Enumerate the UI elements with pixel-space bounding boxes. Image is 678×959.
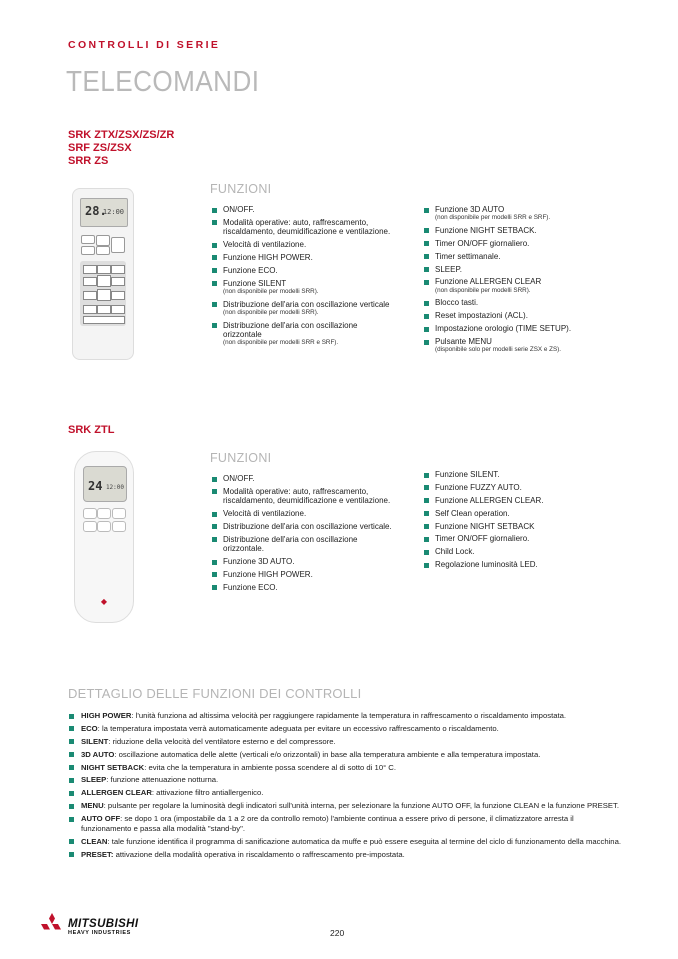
list-item: MENU: pulsante per regolare la luminosità degli indicatori sull'unità interna, per selezionare la funzione AUTO OFF, la funzione CLEAN e la funzione PRESET. (68, 801, 624, 811)
functions-list-1-col1 (211, 205, 396, 351)
list-item: 3D AUTO: oscillazione automatica delle alette (verticali e/o orizzontali) in base alla temperatura ambiente e alla temperatura impostata. (68, 750, 624, 760)
section-kicker: CONTROLLI DI SERIE (68, 39, 221, 51)
list-item: Funzione ECO. (211, 583, 396, 592)
list-item: Timer ON/OFF giornaliero. (423, 239, 623, 248)
list-item: Pulsante MENU (disponibile solo per modelli serie ZSX e ZS). (423, 337, 623, 354)
list-item: SILENT: riduzione della velocità del ventilatore esterno e del compressore. (68, 737, 624, 747)
list-item: Velocità di ventilazione. (211, 240, 396, 249)
functions-list-2-col1 (211, 474, 396, 596)
model-list-1 (68, 129, 174, 168)
list-item: AUTO OFF: se dopo 1 ora (impostabile da 1 a 2 ore da controllo remoto) l'ambiente continua a essere privo di persone, il climatizzatore arresta il funzionamento e passa alla modalità "stand-by". (68, 814, 624, 833)
functions-list-2-col2 (423, 470, 623, 573)
details-list (68, 711, 624, 862)
list-item: Impostazione orologio (TIME SETUP). (423, 324, 623, 333)
list-item: Distribuzione dell'aria con oscillazione verticale (non disponibile per modelli SRR). (211, 300, 396, 317)
list-item: Regolazione luminosità LED. (423, 560, 623, 569)
remote-display-time: 12:00 (105, 484, 124, 491)
list-item: Child Lock. (423, 547, 623, 556)
list-item: Funzione ALLERGEN CLEAR. (423, 496, 623, 505)
mitsubishi-logo-icon (40, 913, 64, 935)
list-item: Timer settimanale. (423, 252, 623, 261)
logo-icon: ◆ (100, 597, 108, 606)
list-item: Blocco tasti. (423, 298, 623, 307)
remote-display-temp: 28. (85, 204, 107, 218)
list-item: SLEEP. (423, 265, 623, 274)
list-item: SLEEP: funzione attenuazione notturna. (68, 775, 624, 785)
brand-name: MITSUBISHI (68, 918, 139, 930)
model-name: SRK ZTX/ZSX/ZS/ZR (68, 129, 175, 141)
model-name: SRK ZTL (68, 424, 115, 436)
list-item: Funzione NIGHT SETBACK (423, 522, 623, 531)
list-item: ALLERGEN CLEAR: attivazione filtro antiallergenico. (68, 788, 624, 798)
list-item: Funzione ALLERGEN CLEAR (non disponibile per modelli SRR). (423, 277, 623, 294)
model-name: SRR ZS (68, 155, 109, 167)
remote-control-image-2 (74, 451, 134, 623)
remote-control-image-1 (72, 188, 134, 360)
remote-display-temp: 24 (88, 479, 103, 493)
list-item: Funzione 3D AUTO (non disponibile per modelli SRR e SRF). (423, 205, 623, 222)
details-heading: DETTAGLIO DELLE FUNZIONI DEI CONTROLLI (68, 686, 362, 701)
list-item: Funzione NIGHT SETBACK. (423, 226, 623, 235)
list-item: HIGH POWER: l'unità funziona ad altissima velocità per raggiungere rapidamente la temperatura in raffrescamento o riscaldamento impostata. (68, 711, 624, 721)
list-item: Timer ON/OFF giornaliero. (423, 534, 623, 543)
list-item: Funzione FUZZY AUTO. (423, 483, 623, 492)
list-item: Funzione SILENT. (423, 470, 623, 479)
page-title: TELECOMANDI (66, 66, 260, 98)
list-item: ON/OFF. (211, 474, 396, 483)
list-item: Funzione HIGH POWER. (211, 570, 396, 579)
brand-logo (68, 918, 138, 936)
list-item: ECO: la temperatura impostata verrà automaticamente adeguata per evitare un eccessivo raffrescamento o riscaldamento. (68, 724, 624, 734)
list-item: Modalità operative: auto, raffrescamento, riscaldamento, deumidificazione e ventilazione. (211, 218, 396, 237)
list-item: Distribuzione dell'aria con oscillazione orizzontale (non disponibile per modelli SRR e SRF). (211, 321, 396, 348)
functions-heading-2: FUNZIONI (210, 451, 272, 465)
list-item: ON/OFF. (211, 205, 396, 214)
list-item: Distribuzione dell'aria con oscillazione orizzontale. (211, 535, 396, 554)
list-item: Distribuzione dell'aria con oscillazione verticale. (211, 522, 396, 531)
list-item: Modalità operative: auto, raffrescamento, riscaldamento, deumidificazione e ventilazione. (211, 487, 396, 506)
list-item: Self Clean operation. (423, 509, 623, 518)
list-item: Funzione HIGH POWER. (211, 253, 396, 262)
remote-display-time: 12:00 (102, 208, 124, 216)
list-item: Funzione SILENT (non disponibile per modelli SRR). (211, 279, 396, 296)
page-number: 220 (330, 928, 345, 938)
list-item: NIGHT SETBACK: evita che la temperatura in ambiente possa scendere al di sotto di 10° C. (68, 763, 624, 773)
list-item: Funzione ECO. (211, 266, 396, 275)
brand-subtitle: HEAVY INDUSTRIES (68, 930, 131, 936)
list-item: CLEAN: tale funzione identifica il programma di sanificazione automatica da muffe e può essere eseguita al termine del ciclo di funzionamento della macchina. (68, 837, 624, 847)
list-item: Reset impostazioni (ACL). (423, 311, 623, 320)
functions-list-1-col2 (423, 205, 623, 358)
functions-heading-1: FUNZIONI (210, 182, 272, 196)
list-item: Velocità di ventilazione. (211, 509, 396, 518)
list-item: Funzione 3D AUTO. (211, 557, 396, 566)
model-list-2 (68, 424, 114, 437)
model-name: SRF ZS/ZSX (68, 142, 132, 154)
list-item: PRESET: attivazione della modalità operativa in riscaldamento o raffrescamento pre-impostata. (68, 850, 624, 860)
